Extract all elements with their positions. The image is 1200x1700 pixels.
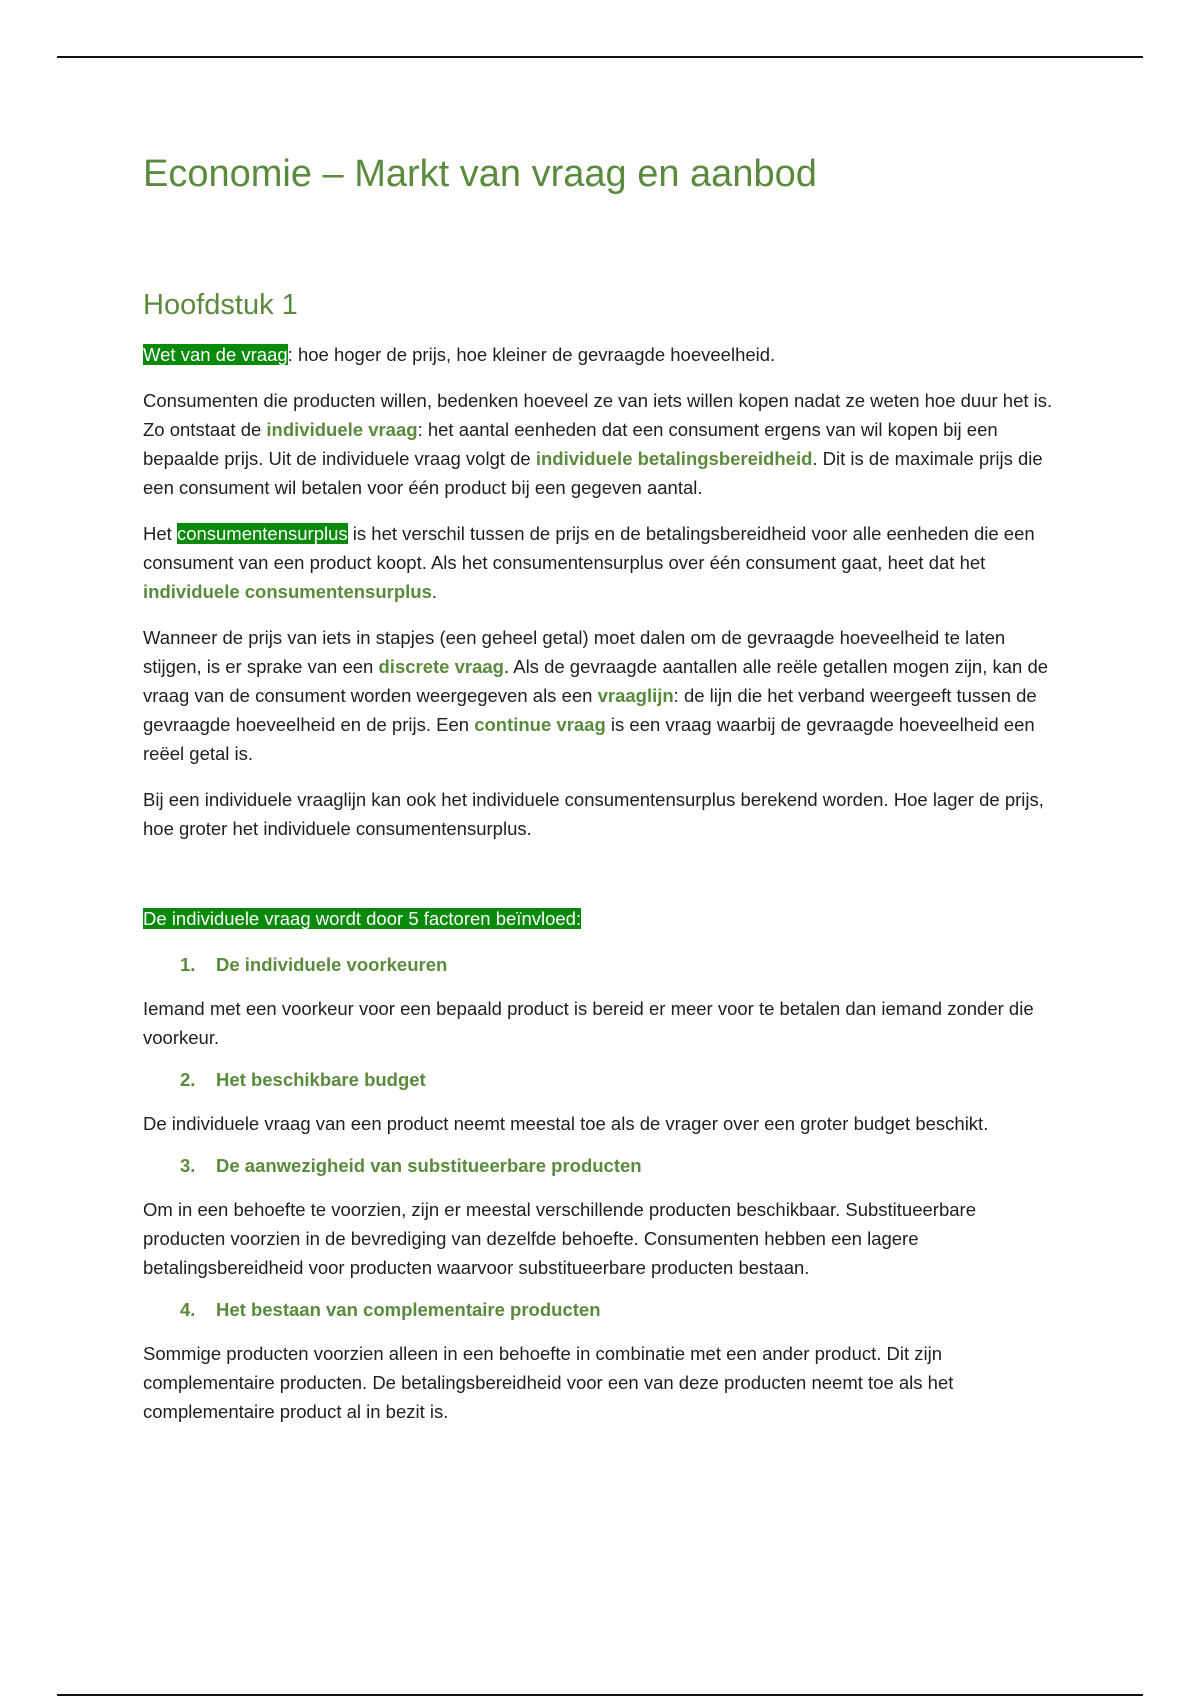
document-title: Economie – Markt van vraag en aanbod bbox=[143, 153, 817, 195]
key-term: individuele vraag bbox=[266, 419, 418, 441]
factor-2-text: De individuele vraag van een product neemt meestal toe als de vrager over een groter budget beschikt. bbox=[143, 1113, 989, 1135]
document-page bbox=[143, 140, 1058, 1426]
key-term: continue vraag bbox=[474, 714, 606, 736]
highlight-heading: De individuele vraag wordt door 5 factoren beïnvloed: bbox=[143, 908, 582, 930]
text-run: : de lijn die het verband weergeeft tussen de gevraagde hoeveelheid en de prijs. Een bbox=[143, 685, 1037, 736]
text-run: : hoe hoger de prijs, hoe kleiner de gevraagde hoeveelheid. bbox=[287, 344, 776, 366]
factor-4-heading bbox=[143, 1295, 1058, 1324]
list-number: 1. bbox=[180, 954, 196, 976]
factor-title: De individuele voorkeuren bbox=[216, 954, 448, 976]
text-run: is het verschil tussen de prijs en de betalingsbereidheid voor alle eenheden die een consument van een product koopt. Als het consumentensurplus over één consument gaat, heet dat het bbox=[143, 523, 1035, 574]
factor-title: De aanwezigheid van substitueerbare producten bbox=[216, 1155, 642, 1177]
key-term: individuele consumentensurplus bbox=[143, 581, 432, 603]
text-run: : het aantal eenheden dat een consument ergens van wil kopen bij een bepaalde prijs. Uit de individuele vraag volgt de bbox=[143, 419, 998, 470]
list-number: 2. bbox=[180, 1069, 196, 1091]
factor-3-text: Om in een behoefte te voorzien, zijn er meestal verschillende producten beschikbaar. Substitueerbare producten voorzien in de bevrediging van dezelfde behoefte. Consumenten hebben een lagere betalingsbereidheid voor producten waarvoor substitueerbare producten bestaan. bbox=[143, 1199, 976, 1279]
highlight-term: consumentensurplus bbox=[176, 523, 348, 545]
text-run: Het bbox=[143, 523, 177, 545]
text-run: . Als de gevraagde aantallen alle reële getallen mogen zijn, kan de vraag van de consument worden weergegeven als een bbox=[143, 656, 1049, 707]
factor-2-heading bbox=[143, 1065, 1058, 1094]
factor-3-heading bbox=[143, 1151, 1058, 1180]
factor-title: Het bestaan van complementaire producten bbox=[216, 1299, 601, 1321]
factor-1-heading bbox=[143, 950, 1058, 979]
key-term: individuele betalingsbereidheid bbox=[535, 448, 813, 470]
paragraph-individual-demand bbox=[143, 386, 1058, 502]
paragraph-law-of-demand bbox=[143, 340, 1058, 369]
factor-4-text: Sommige producten voorzien alleen in een behoefte in combinatie met een ander product. Dit zijn complementaire producten. De betalingsbereidheid voor een van deze producten neemt toe als het complementaire product al in bezit is. bbox=[143, 1343, 954, 1423]
list-number: 4. bbox=[180, 1299, 196, 1321]
paragraph-demand-line: Bij een individuele vraaglijn kan ook het individuele consumentensurplus berekend worden. Hoe lager de prijs, hoe groter het individuele consumentensurplus. bbox=[143, 789, 1044, 840]
list-number: 3. bbox=[180, 1155, 196, 1177]
factor-title: Het beschikbare budget bbox=[216, 1069, 426, 1091]
text-run: Wanneer de prijs van iets in stapjes (een geheel getal) moet dalen om de gevraagde hoeveelheid te laten stijgen, is er sprake van een bbox=[143, 627, 1006, 678]
chapter-heading: Hoofdstuk 1 bbox=[143, 288, 298, 321]
factor-1-text: Iemand met een voorkeur voor een bepaald product is bereid er meer voor te betalen dan iemand zonder die voorkeur. bbox=[143, 998, 1034, 1049]
header-rule bbox=[57, 56, 1143, 58]
text-run: Consumenten die producten willen, bedenken hoeveel ze van iets willen kopen nadat ze weten hoe duur het is. Zo ontstaat de bbox=[143, 390, 1053, 441]
paragraph-consumer-surplus bbox=[143, 519, 1058, 606]
factors-heading bbox=[143, 904, 1058, 933]
text-run: . bbox=[431, 581, 437, 603]
text-run: . Dit is de maximale prijs die een consument wil betalen voor één product bij een gegeven aantal. bbox=[143, 448, 1043, 499]
key-term: vraaglijn bbox=[597, 685, 674, 707]
footer-rule bbox=[57, 1694, 1143, 1696]
paragraph-discrete-demand bbox=[143, 623, 1058, 768]
key-term: discrete vraag bbox=[378, 656, 504, 678]
highlight-term: Wet van de vraag bbox=[143, 344, 288, 366]
text-run: is een vraag waarbij de gevraagde hoeveelheid een reëel getal is. bbox=[143, 714, 1035, 765]
